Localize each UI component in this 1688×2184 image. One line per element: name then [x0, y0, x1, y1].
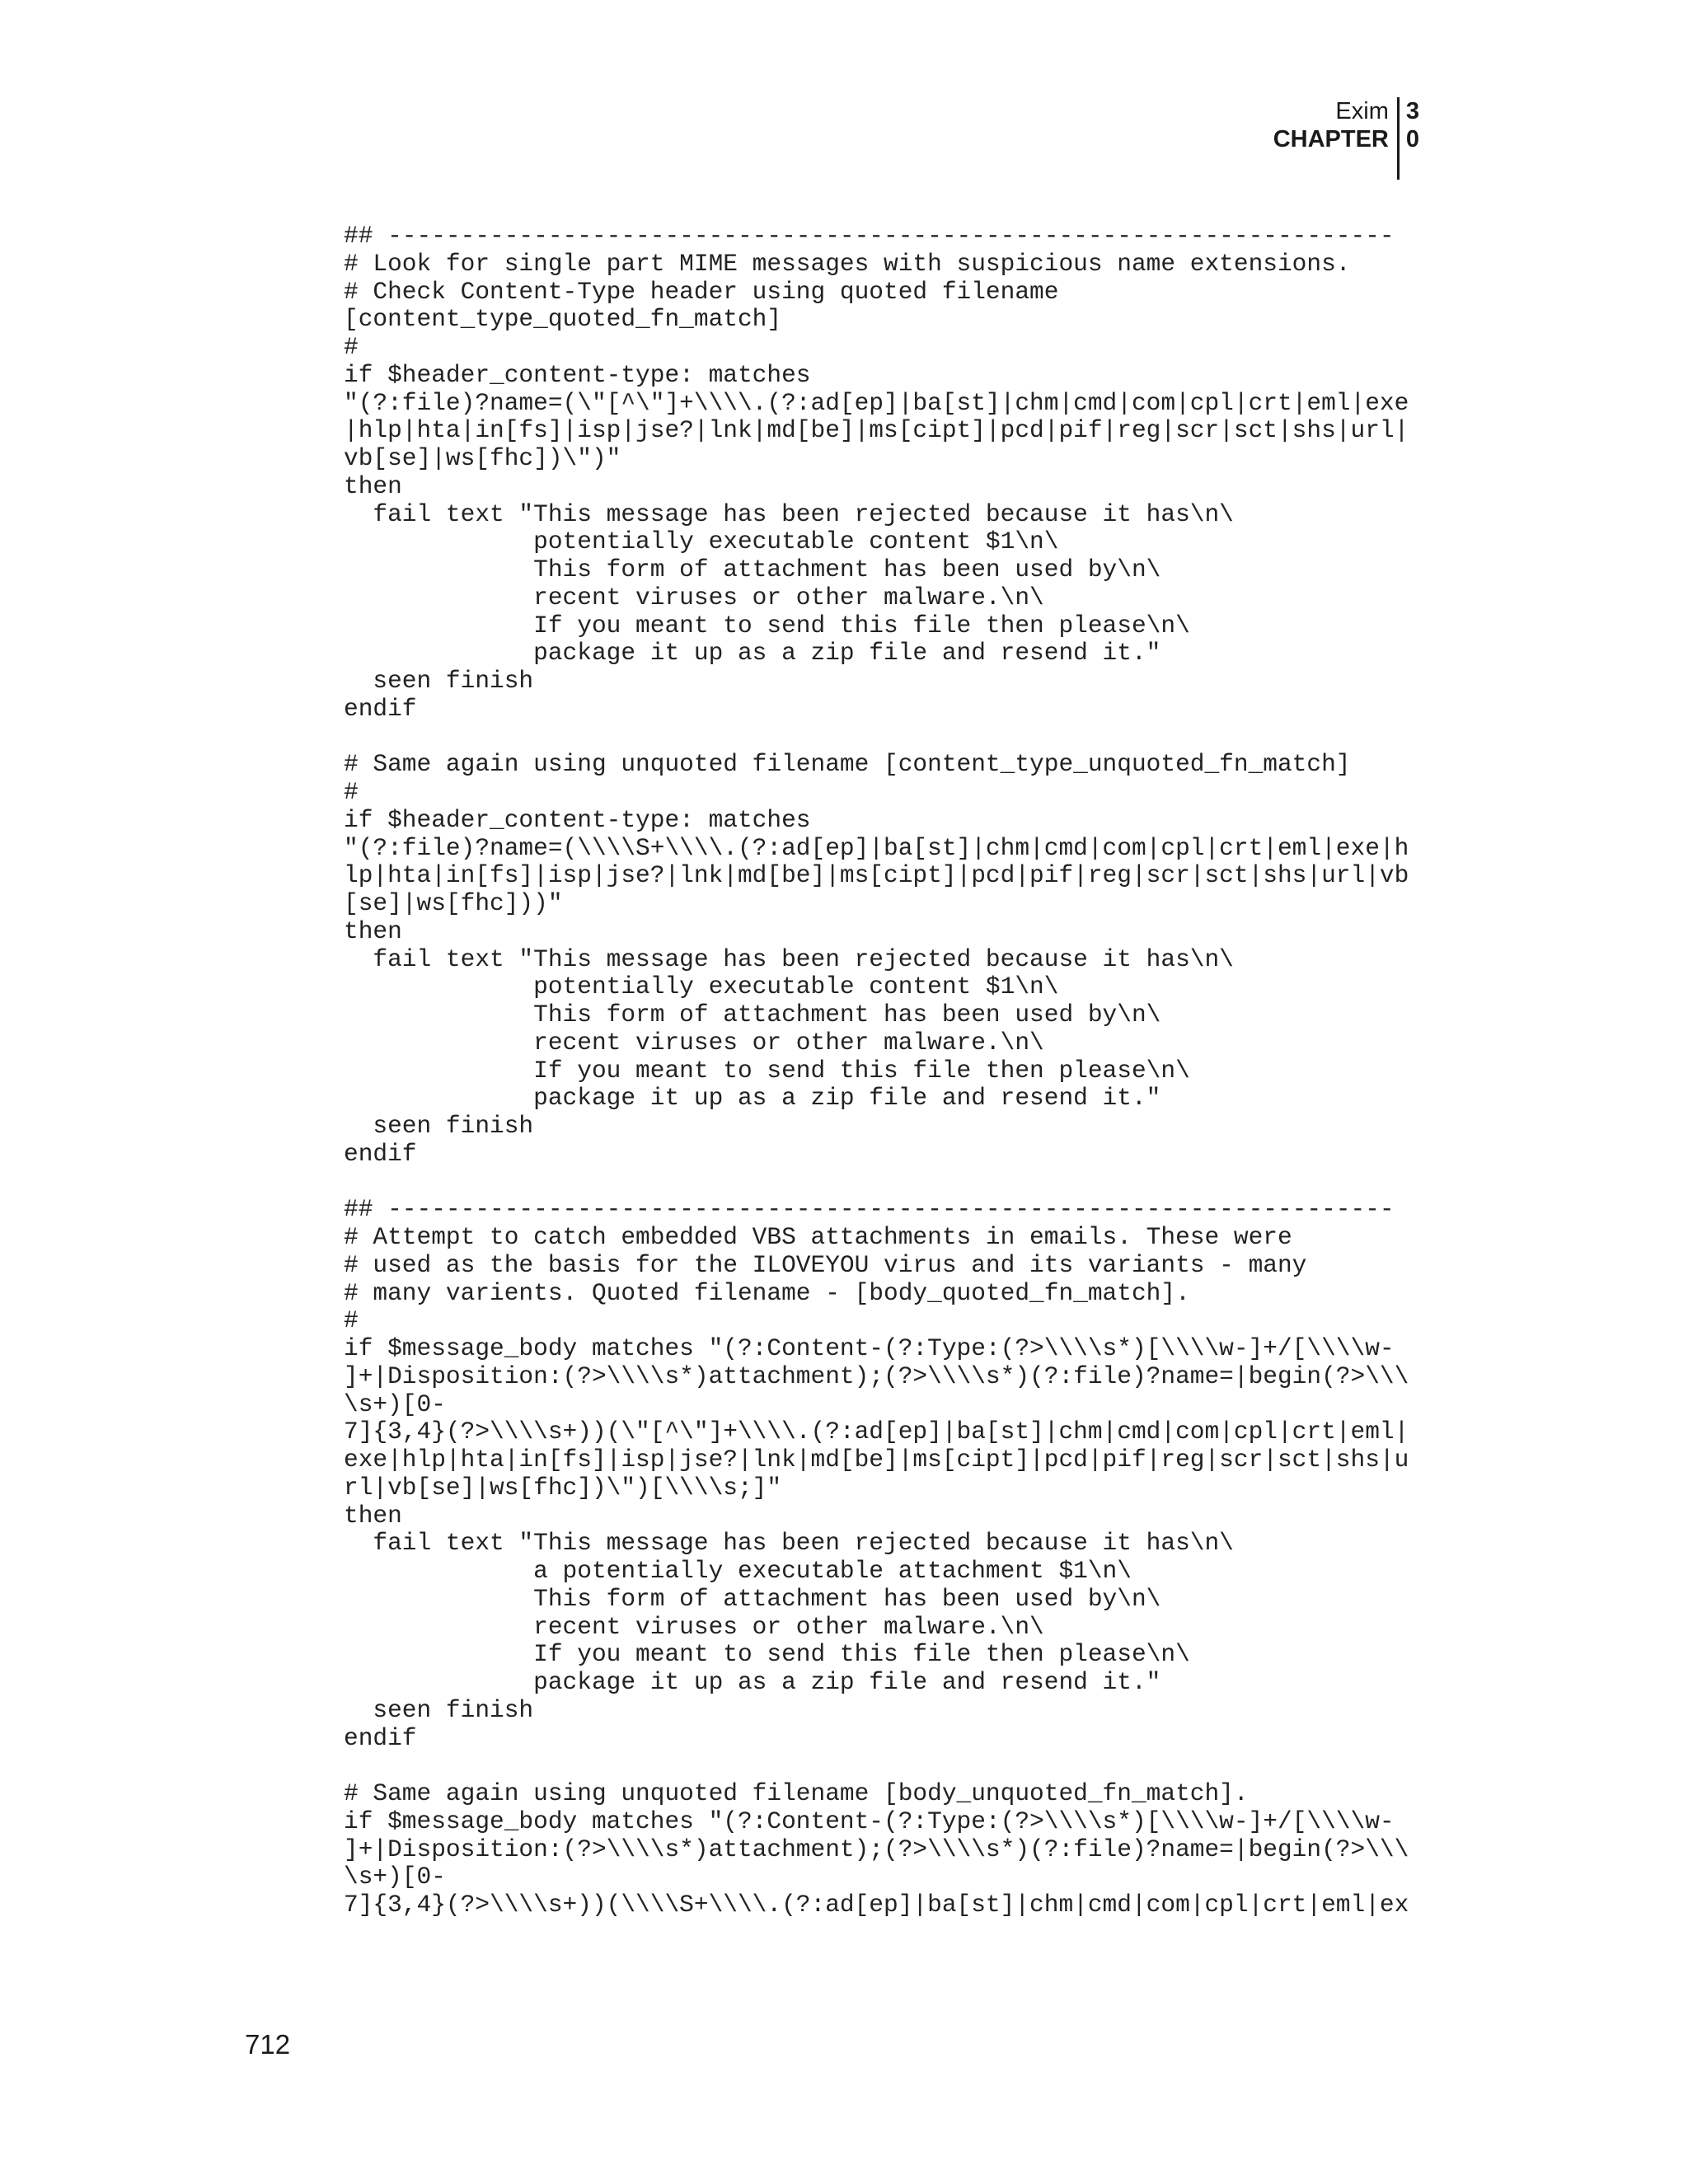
code-line: [content_type_quoted_fn_match]: [344, 305, 782, 334]
code-line: endif: [344, 1723, 417, 1752]
code-line: #: [344, 333, 359, 361]
code-line: 7]{3,4}(?>\\\\s+))(\\\\S+\\\\.(?:ad[ep]|ba[st]|chm|cmd|com|cpl|crt|eml|ex: [344, 1891, 1409, 1919]
code-line: seen finish: [344, 1112, 534, 1140]
code-line: "(?:file)?name=(\"[^\"]+\\\\.(?:ad[ep]|ba[st]|chm|cmd|com|cpl|crt|eml|exe: [344, 388, 1409, 417]
code-line: If you meant to send this file then please\n\: [344, 611, 1190, 640]
code-line: package it up as a zip file and resend it.": [344, 1084, 1161, 1113]
code-line: seen finish: [344, 1695, 534, 1724]
code-line: recent viruses or other malware.\n\: [344, 1028, 1044, 1057]
code-line: if $header_content-type: matches: [344, 360, 811, 389]
code-line: This form of attachment has been used by\n\: [344, 1584, 1161, 1613]
code-line: This form of attachment has been used by\n\: [344, 1001, 1161, 1029]
running-header: [1273, 97, 1419, 180]
code-line: #: [344, 1306, 359, 1335]
code-line: [344, 1169, 1409, 1197]
code-line: [344, 724, 1409, 752]
code-line: # used as the basis for the ILOVEYOU virus and its variants - many: [344, 1250, 1307, 1279]
header-chapter-label: CHAPTER: [1273, 126, 1389, 152]
code-line: \s+)[0-: [344, 1863, 446, 1891]
code-line: [344, 1752, 1409, 1780]
code-line: \s+)[0-: [344, 1390, 446, 1418]
header-title: Exim: [1335, 98, 1389, 124]
code-line: if $message_body matches "(?:Content-(?:Type:(?>\\\\s*)[\\\\w-]+/[\\\\w-: [344, 1334, 1395, 1362]
code-line: |hlp|hta|in[fs]|isp|jse?|lnk|md[be]|ms[cipt]|pcd|pif|reg|scr|sct|shs|url|: [344, 416, 1409, 445]
code-line: fail text "This message has been rejected because it has\n\: [344, 1529, 1234, 1558]
code-line: recent viruses or other malware.\n\: [344, 583, 1044, 612]
code-line: [se]|ws[fhc]))": [344, 889, 563, 917]
code-line: fail text "This message has been rejected because it has\n\: [344, 944, 1234, 973]
code-line: package it up as a zip file and resend it.": [344, 1668, 1161, 1696]
code-line: fail text "This message has been rejected because it has\n\: [344, 499, 1234, 528]
code-line: then: [344, 1501, 402, 1530]
code-line: then: [344, 471, 402, 500]
code-line: # Check Content-Type header using quoted filename: [344, 277, 1059, 306]
code-line: seen finish: [344, 667, 534, 695]
code-line: "(?:file)?name=(\\\\S+\\\\.(?:ad[ep]|ba[st]|chm|cmd|com|cpl|crt|eml|exe|h: [344, 833, 1409, 862]
code-line: exe|hlp|hta|in[fs]|isp|jse?|lnk|md[be]|ms[cipt]|pcd|pif|reg|scr|sct|shs|u: [344, 1446, 1409, 1474]
code-line: ]+|Disposition:(?>\\\\s*)attachment);(?>\\\\s*)(?:file)?name=|begin(?>\\\: [344, 1835, 1409, 1863]
code-line: potentially executable content $1\n\: [344, 527, 1059, 556]
code-line: potentially executable content $1\n\: [344, 972, 1059, 1001]
code-line: a potentially executable attachment $1\n\: [344, 1557, 1132, 1585]
page-number: 712: [245, 2029, 291, 2060]
code-line: If you meant to send this file then please\n\: [344, 1056, 1190, 1085]
code-line: #: [344, 778, 359, 806]
header-chapter-digit-1: 3: [1405, 98, 1419, 124]
code-line: If you meant to send this file then please\n\: [344, 1640, 1190, 1669]
code-line: # Same again using unquoted filename [content_type_unquoted_fn_match]: [344, 750, 1351, 779]
header-words: [1273, 97, 1400, 180]
code-line: if $message_body matches "(?:Content-(?:Type:(?>\\\\s*)[\\\\w-]+/[\\\\w-: [344, 1807, 1395, 1835]
code-line: recent viruses or other malware.\n\: [344, 1612, 1044, 1641]
code-line: vb[se]|ws[fhc])\")": [344, 444, 621, 472]
header-chapter-number: [1400, 97, 1419, 180]
code-line: lp|hta|in[fs]|isp|jse?|lnk|md[be]|ms[cipt]|pcd|pif|reg|scr|sct|shs|url|vb: [344, 861, 1409, 890]
code-line: This form of attachment has been used by\n\: [344, 555, 1161, 583]
code-line: ## ---------------------------------------------------------------------: [344, 222, 1395, 250]
code-line: endif: [344, 1139, 417, 1168]
code-line: # many varients. Quoted filename - [body_quoted_fn_match].: [344, 1278, 1190, 1307]
code-line: then: [344, 916, 402, 945]
code-line: if $header_content-type: matches: [344, 805, 811, 834]
code-line: ## ---------------------------------------------------------------------: [344, 1195, 1395, 1224]
code-line: 7]{3,4}(?>\\\\s+))(\"[^\"]+\\\\.(?:ad[ep]|ba[st]|chm|cmd|com|cpl|crt|eml|: [344, 1418, 1409, 1446]
code-line: # Attempt to catch embedded VBS attachments in emails. These were: [344, 1223, 1292, 1251]
code-line: ]+|Disposition:(?>\\\\s*)attachment);(?>\\\\s*)(?:file)?name=|begin(?>\\\: [344, 1361, 1409, 1390]
code-line: # Look for single part MIME messages with suspicious name extensions.: [344, 249, 1351, 278]
code-line: # Same again using unquoted filename [body_unquoted_fn_match].: [344, 1779, 1249, 1807]
code-line: rl|vb[se]|ws[fhc])\")[\\\\s;]": [344, 1473, 782, 1502]
code-line: package it up as a zip file and resend it.": [344, 639, 1161, 668]
header-chapter-digit-2: 0: [1405, 126, 1419, 152]
code-line: endif: [344, 694, 417, 723]
code-listing: [344, 223, 1409, 1919]
